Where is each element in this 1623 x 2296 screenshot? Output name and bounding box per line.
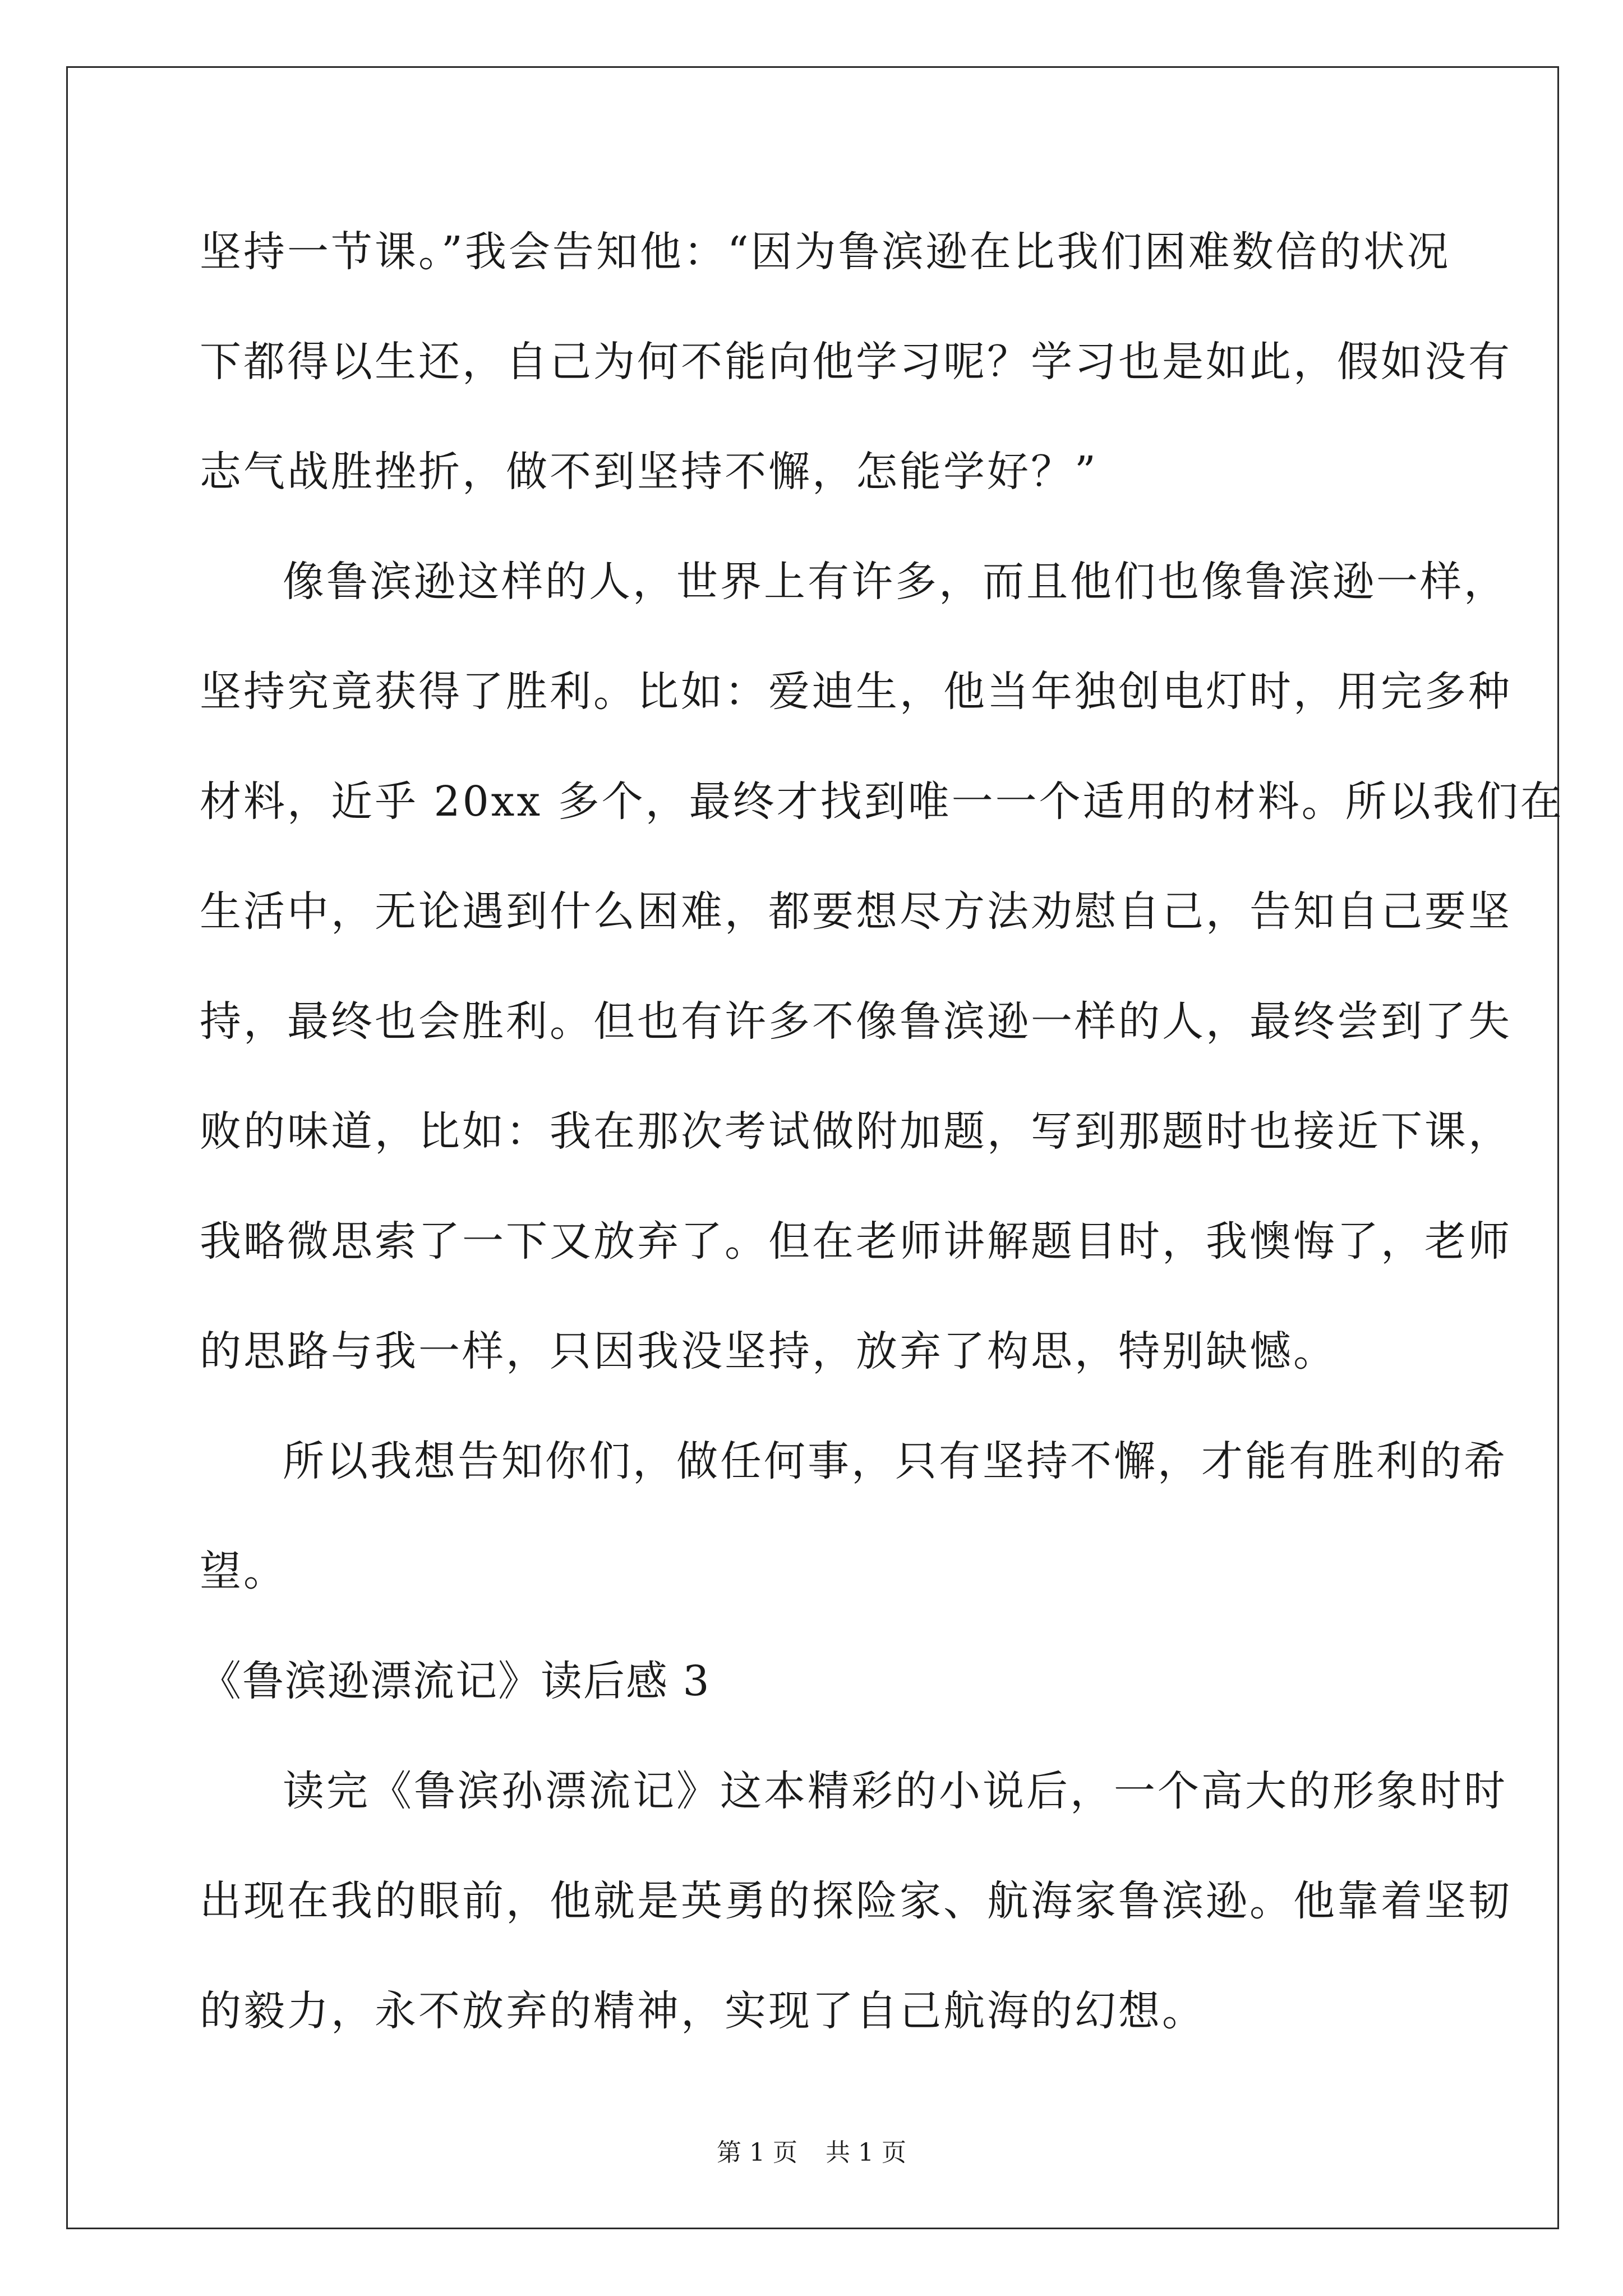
page-total: 共 1 页 bbox=[826, 2138, 906, 2167]
text-line: 的毅力，永不放弃的精神，实现了自己航海的幻想。 bbox=[200, 1987, 1206, 2035]
paragraph-start: 所以我想告知你们，做任何事，只有坚持不懈，才能有胜利的希 bbox=[283, 1437, 1507, 1485]
paragraph-start: 像鲁滨逊这样的人，世界上有许多，而且他们也像鲁滨逊一样， bbox=[283, 558, 1507, 606]
document-body bbox=[200, 213, 1564, 2082]
text-line: 出现在我的眼前，他就是英勇的探险家、航海家鲁滨逊。他靠着坚韧 bbox=[200, 1877, 1512, 1925]
text-line: 下都得以生还，自己为何不能向他学习呢？学习也是如此，假如没有 bbox=[200, 338, 1512, 386]
page-footer bbox=[0, 2136, 1623, 2170]
text-line: 志气战胜挫折，做不到坚持不懈，怎能学好？” bbox=[200, 448, 1098, 496]
text-line: 生活中，无论遇到什么困难，都要想尽方法劝慰自己，告知自己要坚 bbox=[200, 887, 1512, 936]
text-line: 材料，近乎 20xx 多个，最终才找到唯一一个适用的材料。所以我们在 bbox=[200, 777, 1564, 826]
text-line: 望。 bbox=[200, 1547, 287, 1595]
text-line: 坚持究竟获得了胜利。比如：爱迪生，他当年独创电灯时，用完多种 bbox=[200, 668, 1512, 716]
text-line: 持，最终也会胜利。但也有许多不像鲁滨逊一样的人，最终尝到了失 bbox=[200, 997, 1512, 1046]
section-heading: 《鲁滨逊漂流记》读后感 3 bbox=[200, 1657, 711, 1705]
paragraph-start: 读完《鲁滨孙漂流记》这本精彩的小说后，一个高大的形象时时 bbox=[283, 1767, 1507, 1815]
text-line: 的思路与我一样，只因我没坚持，放弃了构思，特别缺憾。 bbox=[200, 1327, 1337, 1375]
text-line: 我略微思索了一下又放弃了。但在老师讲解题目时，我懊悔了，老师 bbox=[200, 1217, 1512, 1266]
text-line: 坚持一节课。”我会告知他：“因为鲁滨逊在比我们困难数倍的状况 bbox=[200, 228, 1451, 276]
text-line: 败的味道，比如：我在那次考试做附加题，写到那题时也接近下课， bbox=[200, 1107, 1512, 1156]
page-number: 第 1 页 bbox=[717, 2138, 797, 2167]
